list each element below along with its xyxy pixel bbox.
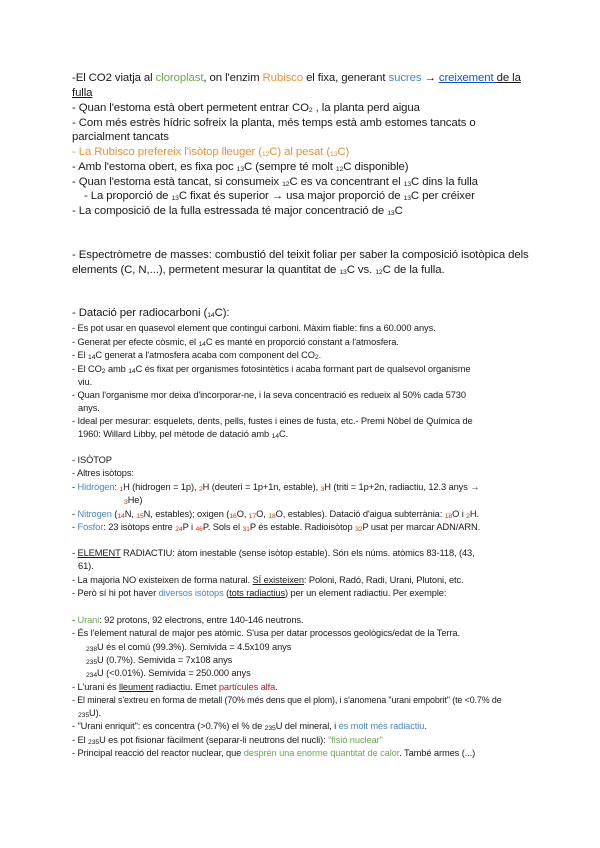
nitrogen-text: Nitrogen xyxy=(77,509,112,519)
superscript: 24 xyxy=(175,526,183,533)
subscript: 13 xyxy=(339,269,347,276)
text: He) xyxy=(127,495,143,505)
text: C) al pesat ( xyxy=(269,146,331,158)
co2-line-2 xyxy=(72,87,92,99)
tots-radiactius-underlined: tots radiactius xyxy=(229,588,285,598)
arrow-text: → xyxy=(421,72,439,84)
text: - Generat per efecte còsmic, el xyxy=(72,337,199,347)
datacio-line-4b xyxy=(78,377,92,387)
isotop-title xyxy=(72,455,112,465)
text: U (0.7%). Semivida = 7x108 anys xyxy=(97,655,233,665)
text: U). xyxy=(89,708,102,718)
subscript: 13 xyxy=(171,195,179,202)
text: - Ideal per mesurar: esquelets, dents, pells, fustes i eines de fusta, etc.- Premi Nòbel de Química de xyxy=(72,416,473,426)
co2-line-3 xyxy=(72,102,420,114)
superscript: 235 xyxy=(78,712,90,719)
text: - xyxy=(72,522,78,532)
superscript: 238 xyxy=(86,646,98,653)
superscript: 235 xyxy=(88,739,100,746)
text: , la planta perd aigua xyxy=(312,102,420,114)
text: P i xyxy=(182,522,196,532)
diversos-isotops-text: diversos isòtops xyxy=(158,588,224,598)
co2-line-1 xyxy=(72,72,521,84)
urani-line-1 xyxy=(72,615,303,625)
text: - xyxy=(72,615,78,625)
text: anys. xyxy=(78,403,100,413)
text: C es va concentrant el xyxy=(289,176,404,188)
espectro-line-2 xyxy=(72,264,445,276)
particules-alfa-text: partícules alfa xyxy=(218,682,276,692)
subscript: 12 xyxy=(335,166,344,173)
datacio-title xyxy=(72,307,229,319)
subscript: 13 xyxy=(330,151,338,158)
text: C de la fulla. xyxy=(382,264,445,276)
text: -El CO2 viatja al xyxy=(72,72,156,84)
superscript: 32 xyxy=(355,526,363,533)
superscript: 46 xyxy=(195,526,203,533)
mes-radiactiu-text: és molt més radiactiu xyxy=(338,721,425,731)
text: C es manté en proporció constant a l'atmosfera. xyxy=(205,337,399,347)
text: - La proporció de xyxy=(84,190,172,202)
text: 1960: Willard Libby, pel mètode de datació amb xyxy=(78,429,272,439)
isotop-hidrogen-2 xyxy=(124,495,142,506)
sucres-text: sucres xyxy=(388,72,422,84)
superscript: 17 xyxy=(248,513,257,520)
text: . També armes (...) xyxy=(399,748,476,758)
text: - Però sí hi pot haver xyxy=(72,588,159,598)
lleument-underlined: lleument xyxy=(118,682,154,692)
text: H. xyxy=(469,509,479,519)
text: ) per un element radiactiu. Per exemple: xyxy=(285,588,447,598)
text: - xyxy=(72,482,78,492)
superscript: 16 xyxy=(229,513,237,520)
subscript: 13 xyxy=(236,166,245,173)
subscript: 12 xyxy=(282,181,290,188)
text: . xyxy=(275,682,278,692)
text: radiactiu. Emet xyxy=(153,682,219,692)
superscript: 2 xyxy=(466,513,470,520)
element-line-1 xyxy=(72,548,475,558)
text: O, xyxy=(236,509,249,519)
text: - Quan l'organisme mor deixa d'incorporar-ne, i la seva concentració es redueix al 50% cada 5730 xyxy=(72,390,466,400)
text: - El xyxy=(72,735,89,745)
co2-line-7 xyxy=(72,161,408,173)
hidrogen-text: Hidrogen xyxy=(77,482,115,492)
text: C per créixer xyxy=(410,190,475,202)
datacio-line-5 xyxy=(72,390,466,400)
urani-line-8 xyxy=(72,721,427,732)
text: - El xyxy=(72,350,89,360)
fosfor-text: Fosfor xyxy=(77,522,104,532)
subscript: 14 xyxy=(207,312,215,319)
co2-line-8 xyxy=(72,176,478,188)
superscript: 14 xyxy=(117,513,125,520)
text: - "Urani enriquit": es concentra (>0.7%) el % de xyxy=(72,721,265,731)
text: - xyxy=(72,548,78,558)
text: - Espectròmetre de masses: combustió del teixit foliar per saber la composició isotòpica dels xyxy=(72,249,529,261)
text: el fixa, generant xyxy=(303,72,389,84)
urani-line-2 xyxy=(72,628,460,638)
co2-line-6 xyxy=(72,146,349,158)
text: : 92 protons, 92 electrons, entre 140-146 neutrons. xyxy=(99,615,304,625)
superscript: 234 xyxy=(86,672,98,679)
urani-line-3 xyxy=(86,642,291,653)
text: U és el comú (99.3%). Semivida = 4.5x109 anys xyxy=(97,642,292,652)
text: - La composició de la fulla estressada té major concentració de xyxy=(72,205,388,217)
datacio-line-2 xyxy=(72,337,399,348)
text: C): xyxy=(214,307,230,319)
superscript: 3 xyxy=(124,499,128,506)
text: H (hidrogen = 1p), xyxy=(123,482,199,492)
subscript: 13 xyxy=(387,210,395,217)
text: H (triti = 1p+2n, radiactiu, 12.3 anys → xyxy=(324,482,480,492)
text: - Altres isòtops: xyxy=(72,468,134,478)
text: - xyxy=(72,509,78,519)
text: P usat per marcar ADN/ARN. xyxy=(362,522,481,532)
text: . xyxy=(424,721,427,731)
text: U es pot fisionar fàcilment (separar-li neutrons del nucli): xyxy=(99,735,329,745)
datacio-line-6 xyxy=(72,416,473,426)
text: elements (C, N,...), permetent mesurar la quantitat de xyxy=(72,264,340,276)
text: 61). xyxy=(78,561,94,571)
espectro-line-1 xyxy=(72,249,529,261)
urani-line-9 xyxy=(72,735,383,746)
text: - Datació per radiocarboni ( xyxy=(72,307,208,319)
superscript: 18 xyxy=(444,513,453,520)
subscript: 12 xyxy=(375,269,383,276)
text: C. xyxy=(278,429,289,439)
text: : xyxy=(114,482,120,492)
isotop-hidrogen xyxy=(72,482,479,493)
text: C vs. xyxy=(346,264,376,276)
text: U (<0.01%). Semivida = 250.000 anys xyxy=(97,668,251,678)
text: P és estable. Radioisòtop xyxy=(249,522,356,532)
element-line-3 xyxy=(72,588,446,598)
superscript: 15 xyxy=(136,513,144,520)
text: P. Sols el xyxy=(202,522,243,532)
text: - Es pot usar en quasevol element que contingui carboni. Màxim fiable: fins a 60.000 anys. xyxy=(72,323,436,333)
urani-line-4 xyxy=(86,655,232,666)
text: - Principal reacció del reactor nuclear, que xyxy=(72,748,244,758)
text: - Quan l'estoma està obert permetent entrar CO xyxy=(72,102,309,114)
superscript: 235 xyxy=(264,725,276,732)
text: - És l'element natural de major pes atòmic. S'usa per datar processos geològics/edat de la Terra. xyxy=(72,628,460,638)
urani-line-6 xyxy=(72,682,278,692)
superscript: 2 xyxy=(198,486,203,493)
urani-line-7 xyxy=(72,695,502,705)
text: C dins la fulla xyxy=(411,176,478,188)
text: O i xyxy=(452,509,467,519)
text: RADIACTIU: àtom inestable (sense isòtop estable). Són els núms. atòmics 83-118, (43, xyxy=(120,548,475,558)
text: . xyxy=(318,350,322,360)
superscript: 3 xyxy=(320,486,325,493)
text: O, xyxy=(256,509,269,519)
text: viu. xyxy=(78,377,93,387)
fisio-nuclear-text: "fisió nuclear" xyxy=(328,735,383,745)
subscript: 14 xyxy=(271,433,279,440)
isotop-line-1 xyxy=(72,468,134,478)
superscript: 1 xyxy=(119,486,124,493)
urani-text: Urani xyxy=(77,615,100,625)
superscript: 31 xyxy=(242,526,250,533)
urani-line-5 xyxy=(86,668,251,679)
subscript: 2 xyxy=(314,354,319,361)
subscript: 14 xyxy=(128,368,136,375)
text: - Com més estrès hídric sofreix la planta, més temps està amb estomes tancats o xyxy=(72,117,476,129)
text: - La majoria NO existeixen de forma natural. xyxy=(72,575,253,585)
calor-text: desprèn una enorme quantitat de calor xyxy=(243,748,400,758)
subscript: 13 xyxy=(403,195,411,202)
text: C) xyxy=(337,146,350,158)
text: N, xyxy=(124,509,137,519)
text: - L'urani és xyxy=(72,682,119,692)
text: amb xyxy=(105,364,129,374)
co2-line-10 xyxy=(72,205,403,217)
text: - Amb l'estoma obert, es fixa poc xyxy=(72,161,237,173)
text: ( xyxy=(111,509,118,519)
text: , on l'enzim xyxy=(203,72,263,84)
urani-line-10 xyxy=(72,748,475,758)
text: C generat a l'atmosfera acaba com component del CO xyxy=(95,350,315,360)
element-underlined: ELEMENT xyxy=(77,548,121,558)
text: : 23 isòtops entre xyxy=(103,522,176,532)
text: - El CO xyxy=(72,364,102,374)
text: parcialment tancats xyxy=(72,131,169,143)
superscript: 235 xyxy=(86,659,98,666)
text: - Quan l'estoma està tancat, si consumeix xyxy=(72,176,283,188)
datacio-line-4 xyxy=(72,364,470,375)
subscript: 2 xyxy=(101,368,106,375)
datacio-line-1 xyxy=(72,323,436,333)
subscript: 2 xyxy=(308,107,313,114)
text: C (sempre té molt xyxy=(244,161,336,173)
co2-line-4 xyxy=(72,117,476,129)
datacio-line-6b xyxy=(78,429,288,440)
urani-line-7b xyxy=(78,708,101,719)
datacio-line-3 xyxy=(72,350,321,361)
text: ( xyxy=(223,588,230,598)
superscript: 18 xyxy=(268,513,276,520)
subscript: 13 xyxy=(403,181,412,188)
creixement-link[interactable]: creixement xyxy=(438,72,497,84)
cloroplast-text: cloroplast xyxy=(155,72,204,84)
text: fulla xyxy=(72,87,93,99)
text: - La Rubisco prefereix l'isòtop lleuger ( xyxy=(72,146,262,158)
text: C xyxy=(394,205,403,217)
text: - ISÒTOP xyxy=(72,455,112,465)
text: C fixat és superior → usa major proporció de xyxy=(178,190,404,202)
text: N, estables); oxigen ( xyxy=(143,509,230,519)
text: : Poloni, Radó, Radi, Urani, Plutoni, etc. xyxy=(303,575,464,585)
datacio-line-5b xyxy=(78,403,100,413)
co2-line-5 xyxy=(72,131,169,143)
isotop-nitrogen xyxy=(72,509,479,520)
text: - El mineral s'extreu en forma de metall (70% més dens que el plom), i s'anomena "urani empobrit" (te <0.7% de xyxy=(72,695,502,705)
text: O, estables). Datació d'aigua subterrània: xyxy=(275,509,445,519)
text: de la xyxy=(496,72,521,84)
si-existeixen-underlined: SÍ existeixen xyxy=(252,575,304,585)
text: H (deuteri = 1p+1n, estable), xyxy=(202,482,321,492)
subscript: 14 xyxy=(198,341,206,348)
element-line-1b xyxy=(78,561,94,571)
isotop-fosfor xyxy=(72,522,480,533)
element-line-2 xyxy=(72,575,464,585)
subscript: 14 xyxy=(88,354,96,361)
text: U del mineral, i xyxy=(275,721,339,731)
co2-line-9 xyxy=(84,190,475,202)
text: C disponible) xyxy=(343,161,409,173)
text: C és fixat per organismes fotosintètics i acaba formant part de qualsevol organisme xyxy=(135,364,471,374)
subscript: 12 xyxy=(261,151,270,158)
rubisco-text: Rubisco xyxy=(262,72,303,84)
